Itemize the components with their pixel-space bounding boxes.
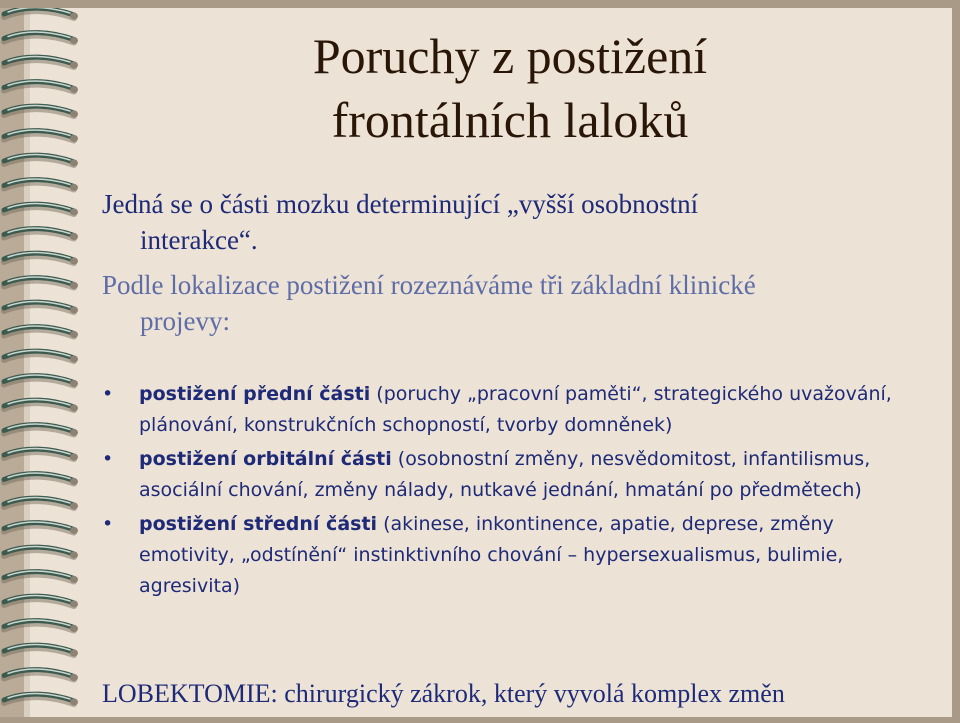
bullet-marker: • <box>102 383 114 405</box>
binding-hole <box>70 209 78 216</box>
binding-hole <box>70 576 78 583</box>
binding-hole <box>70 601 78 608</box>
binding-hole <box>70 62 78 69</box>
binding-hole <box>70 331 78 338</box>
list-item-text: (poruchy „pracovní paměti“, strategického uvažování, plánování, konstrukčních schopností, tvorby domněnek) <box>139 383 892 436</box>
binding-hole <box>70 699 78 706</box>
lead-line-2: projevy: <box>140 306 230 336</box>
binding-hole <box>70 233 78 240</box>
intro-line-1: Jedná se o části mozku determinující „vyšší osobnostní <box>102 189 699 219</box>
intro-line-2: interakce“. <box>140 225 258 255</box>
lead-line-1: Podle lokalizace postižení rozeznáváme tři základní klinické <box>102 270 756 300</box>
list-item-text: (akinese, inkontinence, apatie, deprese, změny emotivity, „odstínění“ instinktivního chování – hypersexualismus, bulimie, agresivita) <box>139 513 844 597</box>
binding-hole <box>70 37 78 44</box>
slide-title <box>150 24 870 152</box>
list-item-heading: postižení orbitální části <box>139 448 392 470</box>
binding-hole <box>70 160 78 167</box>
list-item <box>100 444 900 506</box>
list-item-text: (osobnostní změny, nesvědomitost, infantilismus, asociální chování, změny nálady, nutkavé jednání, hmatání po předmětech) <box>139 448 871 501</box>
bullet-marker: • <box>102 513 114 535</box>
top-border <box>0 0 960 8</box>
list-item <box>100 379 900 441</box>
title-line-1: Poruchy z postižení <box>312 28 708 84</box>
binding-hole <box>70 674 78 681</box>
binding-hole <box>70 552 78 559</box>
title-line-2: frontálních laloků <box>331 92 689 148</box>
binding-hole <box>70 405 78 412</box>
binding-hole <box>70 86 78 93</box>
list-item <box>100 509 900 602</box>
binding-hole <box>70 625 78 632</box>
binding-hole <box>70 13 78 20</box>
binding-hole <box>70 454 78 461</box>
binding-hole <box>70 503 78 510</box>
list-item-heading: postižení střední části <box>139 513 378 535</box>
binding-hole <box>70 282 78 289</box>
bottom-border <box>0 717 960 723</box>
lobectomy-note: LOBEKTOMIE: chirurgický zákrok, který vyvolá komplex změn <box>102 679 785 708</box>
binding-hole <box>70 527 78 534</box>
lead-paragraph <box>102 267 932 339</box>
binding-hole <box>70 380 78 387</box>
binding-hole <box>70 111 78 118</box>
symptom-list <box>100 379 900 605</box>
binding-hole <box>70 135 78 142</box>
right-border <box>952 0 960 723</box>
spiral-binding <box>0 0 85 723</box>
binding-hole <box>70 184 78 191</box>
binding-hole <box>70 478 78 485</box>
binding-hole <box>70 429 78 436</box>
binding-hole <box>70 258 78 265</box>
binding-hole <box>70 650 78 657</box>
binding-hole <box>70 356 78 363</box>
list-item-heading: postižení přední části <box>139 383 371 405</box>
bullet-marker: • <box>102 448 114 470</box>
binding-hole <box>70 307 78 314</box>
intro-paragraph <box>102 186 932 258</box>
